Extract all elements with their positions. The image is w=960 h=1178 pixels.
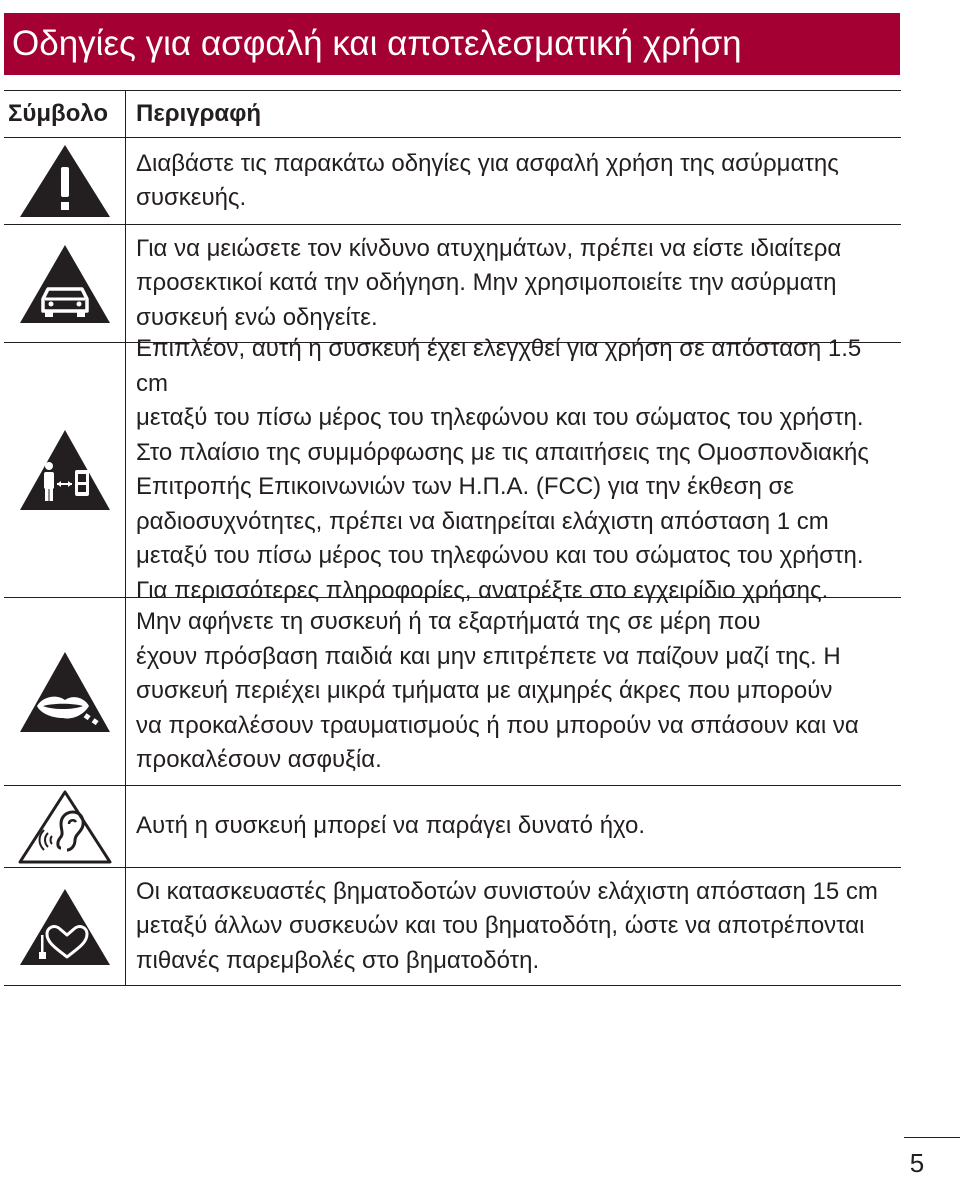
description-line: συσκευή περιέχει μικρά τμήματα με αιχμηρές άκρες που μπορούν <box>136 677 833 705</box>
table-row <box>4 598 901 786</box>
table-row <box>4 138 901 225</box>
loud-sound-ear-icon <box>4 786 126 867</box>
description-line: Αυτή η συσκευή μπορεί να παράγει δυνατό ήχο. <box>136 812 646 840</box>
page-title: Οδηγίες για ασφαλή και αποτελεσματική χρήση <box>4 13 900 75</box>
description-line: συσκευής. <box>136 184 247 211</box>
table-row <box>4 868 901 986</box>
row-description <box>126 868 901 985</box>
description-line: έχουν πρόσβαση παιδιά και μην επιτρέπετε να παίζουν μαζί της. Η <box>136 642 841 670</box>
warning-icon <box>4 138 126 224</box>
description-line: Μην αφήνετε τη συσκευή ή τα εξαρτήματά της σε μέρη που <box>136 608 761 636</box>
description-line: μεταξύ του πίσω μέρος του τηλεφώνου και του σώματος του χρήστη. <box>136 542 864 569</box>
page-number: 5 <box>909 1148 925 1178</box>
description-line: πιθανές παρεμβολές στο βηματοδότη. <box>136 946 540 974</box>
description-line: να προκαλέσουν τραυματισμούς ή που μπορούν να σπάσουν και να <box>136 711 859 739</box>
choking-hazard-icon <box>4 598 126 785</box>
header-description: Περιγραφή <box>136 99 262 127</box>
header-symbol: Σύμβολο <box>4 91 126 137</box>
row-description <box>126 138 901 224</box>
description-line: μεταξύ του πίσω μέρος του τηλεφώνου και του σώματος του χρήστη. <box>136 404 864 431</box>
row-description <box>126 225 901 342</box>
description-line: Για περισσότερες πληροφορίες, ανατρέξτε στο εγχειρίδιο χρήσης. <box>136 576 829 604</box>
description-line: Οι κατασκευαστές βηματοδοτών συνιστούν ελάχιστη απόσταση 15 cm <box>136 877 878 905</box>
page-number-rule <box>904 1137 960 1138</box>
safety-symbols-table <box>4 90 901 986</box>
row-description <box>126 786 901 867</box>
car-icon <box>4 225 126 342</box>
description-line: Για να μειώσετε τον κίνδυνο ατυχημάτων, πρέπει να είστε ιδιαίτερα <box>136 234 842 262</box>
description-line: Διαβάστε τις παρακάτω οδηγίες για ασφαλή χρήση της ασύρματης <box>136 149 839 177</box>
description-line: Επιπλέον, αυτή η συσκευή έχει ελεγχθεί για χρήση σε απόσταση 1.5 cm <box>136 335 862 397</box>
row-description <box>126 598 901 785</box>
description-line: προκαλέσουν ασφυξία. <box>136 746 382 774</box>
table-row <box>4 786 901 868</box>
description-line: Στο πλαίσιο της συμμόρφωσης με τις απαιτήσεις της Ομοσπονδιακής <box>136 438 869 466</box>
row-description <box>126 335 901 604</box>
description-line: Επιτροπής Επικοινωνιών των Η.Π.Α. (FCC) για την έκθεση σε <box>136 473 794 500</box>
description-line: ραδιοσυχνότητες, πρέπει να διατηρείται ελάχιστη απόσταση 1 cm <box>136 507 829 535</box>
description-line: συσκευή ενώ οδηγείτε. <box>136 303 378 331</box>
description-line: μεταξύ άλλων συσκευών και του βηματοδότη, ώστε να αποτρέπονται <box>136 912 865 940</box>
table-row <box>4 335 901 604</box>
description-line: προσεκτικοί κατά την οδήγηση. Μην χρησιμοποιείτε την ασύρματη <box>136 269 837 297</box>
body-distance-icon <box>4 343 126 597</box>
pacemaker-heart-icon <box>4 868 126 985</box>
table-row <box>4 225 901 343</box>
table-header-row <box>4 90 901 138</box>
